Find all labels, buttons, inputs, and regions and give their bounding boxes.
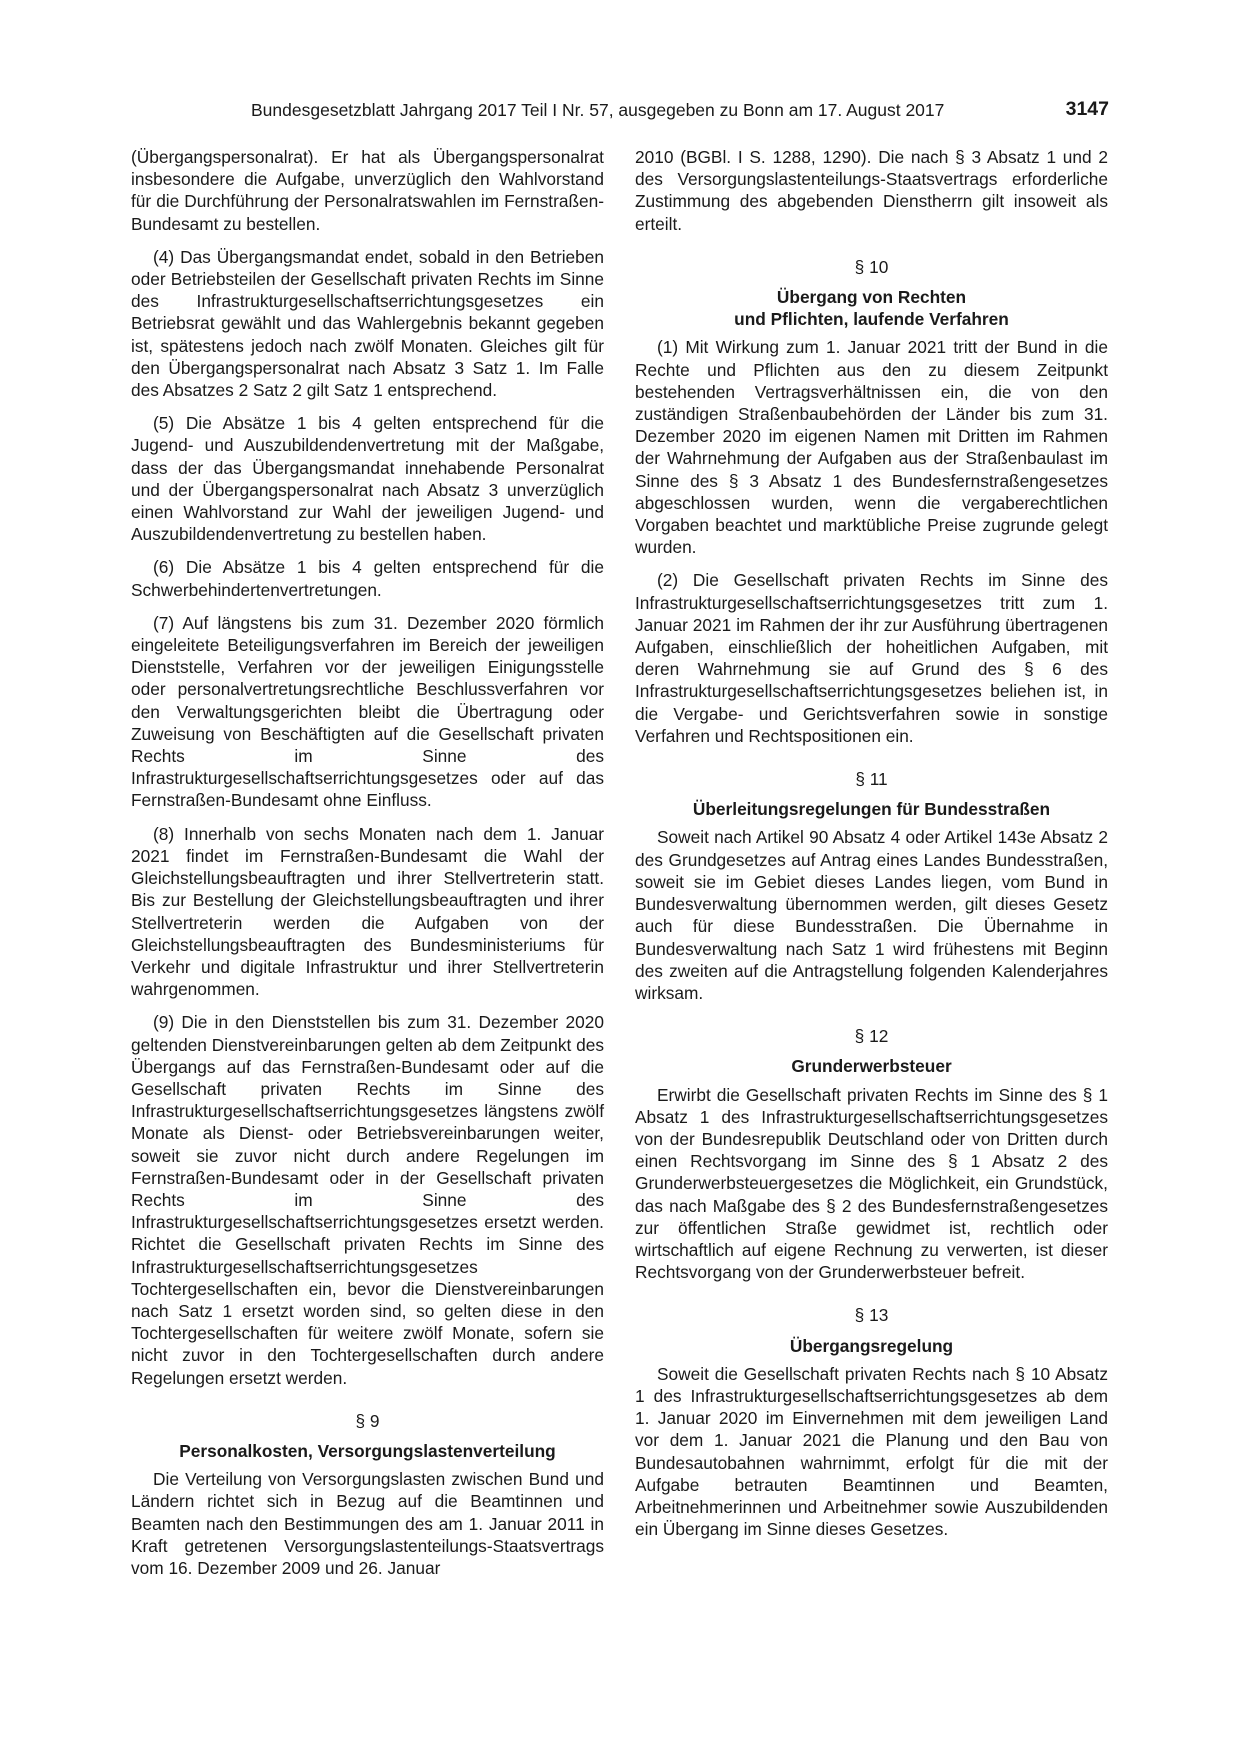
- paragraph-continued-right: 2010 (BGBl. I S. 1288, 1290). Die nach § 3 Absatz 1 und 2 des Versorgungslastenteilungs-Staatsvertrags erforderliche Zustimmung des abgebenden Dienstherrn gilt insoweit als erteilt.: [635, 147, 1108, 234]
- page-number: 3147: [1065, 98, 1109, 120]
- section-10-paragraph-1: (1) Mit Wirkung zum 1. Januar 2021 tritt der Bund in die Rechte und Pflichten aus den zu diesem Zeitpunkt bestehenden Vertragsverhältnissen ein, die von den zuständigen Straßenbaubehörden der Länder bis zum 31. Dezember 2020 im eigenen Namen mit Dritten im Rahmen der Wahrnehmung der Aufgaben aus der Straßenbaulast im Sinne des § 3 Absatz 1 des Bundesfernstraßengesetzes abgeschlossen wurden, wenn die vergaberechtlichen Vorgaben beachtet und marktübliche Preise zugrunde gelegt wurden.: [635, 337, 1108, 558]
- section-12-title: Grunderwerbsteuer: [791, 1056, 952, 1077]
- paragraph-continued: (Übergangspersonalrat). Er hat als Übergangspersonalrat insbesondere die Aufgabe, unverzüglich den Wahlvorstand für die Durchführung der Personalratswahlen im Fernstraßen-Bundesamt zu bestellen.: [131, 147, 604, 234]
- paragraph-8: (8) Innerhalb von sechs Monaten nach dem 1. Januar 2021 findet im Fernstraßen-Bundesamt die Wahl der Gleichstellungsbeauftragten und ihrer Stellvertreterin statt. Bis zur Bestellung der Gleichstellungsbeauftragten und ihrer Stellvertreterin werden die Aufgaben von der Gleichstellungsbeauftragten des Bundesministeriums für Verkehr und digitale Infrastruktur und ihrer Stellvertreterin wahrgenommen.: [131, 823, 604, 1000]
- section-12-number: § 12: [854, 1026, 889, 1047]
- section-11-number: § 11: [855, 769, 888, 790]
- section-10-number: § 10: [854, 256, 889, 277]
- right-column: [635, 146, 1108, 1551]
- section-10-title-line-2: und Pflichten, laufende Verfahren: [734, 309, 1009, 330]
- section-9-title: Personalkosten, Versorgungslastenverteilung: [179, 1440, 556, 1461]
- section-13-paragraph: Soweit die Gesellschaft privaten Rechts nach § 10 Absatz 1 des Infrastrukturgesellschaftserrichtungsgesetzes ab dem 1. Januar 2020 im Einvernehmen mit dem jeweiligen Land vor dem 1. Januar 2021 die Planung und den Bau von Bundesautobahnen wahrnimmt, erfolgt für die mit der Aufgabe betrauten Beamtinnen und Beamten, Arbeitnehmerinnen und Arbeitnehmer sowie Auszubildenden ein Übergang im Sinne dieses Gesetzes.: [635, 1363, 1108, 1540]
- section-9-paragraph: Die Verteilung von Versorgungslasten zwischen Bund und Ländern richtet sich in Bezug auf die Beamtinnen und Beamten nach den Bestimmungen des am 1. Januar 2011 in Kraft getretenen Versorgungslastenteilungs-Staatsvertrags vom 16. Dezember 2009 und 26. Januar: [131, 1469, 604, 1578]
- section-10-title-line-1: Übergang von Rechten: [776, 287, 967, 308]
- section-11-title: Überleitungsregelungen für Bundesstraßen: [692, 799, 1051, 820]
- left-column: [131, 146, 604, 1590]
- section-10-paragraph-2: (2) Die Gesellschaft privaten Rechts im Sinne des Infrastrukturgesellschaftserrichtungsgesetzes tritt zum 1. Januar 2021 im Rahmen der ihr zur Ausführung übertragenen Aufgaben, einschließlich der hoheitlichen Aufgaben, mit deren Wahrnehmung sie auf Grund des § 6 des Infrastrukturgesellschaftserrichtungsgesetzes beliehen ist, in die Vergabe- und Gerichtsverfahren sowie in sonstige Verfahren und Rechtspositionen ein.: [635, 570, 1108, 746]
- section-12-paragraph: Erwirbt die Gesellschaft privaten Rechts im Sinne des § 1 Absatz 1 des Infrastrukturgesellschaftserrichtungsgesetzes von der Bundesrepublik Deutschland oder von Dritten durch einen Rechtsvorgang im Sinne des § 1 Absatz 2 des Grunderwerbsteuergesetzes die Möglichkeit, ein Grundstück, das nach Maßgabe des § 2 des Bundesfernstraßengesetzes zur öffentlichen Straße gewidmet ist, rechtlich oder wirtschaftlich auf eigene Rechnung zu verwerten, ist dieser Rechtsvorgang von der Grunderwerbsteuer befreit.: [635, 1084, 1108, 1283]
- section-13-title: Übergangsregelung: [789, 1335, 954, 1356]
- section-13-number: § 13: [854, 1305, 889, 1326]
- paragraph-5: (5) Die Absätze 1 bis 4 gelten entsprechend für die Jugend- und Auszubildendenvertretung mit der Maßgabe, dass der das Übergangsmandat innehabende Personalrat und der Übergangspersonalrat nach Absatz 3 unverzüglich einen Wahlvorstand zur Wahl der jeweiligen Jugend- und Auszubildendenvertretung zu bestellen haben.: [131, 413, 604, 545]
- page-header: [131, 100, 1109, 128]
- paragraph-9: (9) Die in den Dienststellen bis zum 31. Dezember 2020 geltenden Dienstvereinbarungen gelten ab dem Zeitpunkt des Übergangs auf das Fernstraßen-Bundesamt oder auf die Gesellschaft privaten Rechts im Sinne des Infrastrukturgesellschaftserrichtungsgesetzes längstens zwölf Monate als Dienst- oder Betriebsvereinbarungen weiter, soweit sie zuvor nicht durch andere Regelungen im Fernstraßen-Bundesamt oder in der Gesellschaft privaten Rechts im Sinne des Infrastrukturgesellschaftserrichtungsgesetzes ersetzt werden. Richtet die Gesellschaft privaten Rechts im Sinne des Infrastrukturgesellschaftserrichtungsgesetzes Tochtergesellschaften ein, bevor die Dienstvereinbarungen nach Satz 1 ersetzt worden sind, so gelten diese in den Tochtergesellschaften für weitere zwölf Monate, sofern sie nicht zuvor in den Tochtergesellschaften durch andere Regelungen ersetzt werden.: [131, 1012, 604, 1388]
- paragraph-4: (4) Das Übergangsmandat endet, sobald in den Betrieben oder Betriebsteilen der Gesellschaft privaten Rechts im Sinne des Infrastrukturgesellschaftserrichtungsgesetzes ein Betriebsrat gewählt und das Wahlergebnis bekannt gegeben ist, spätestens jedoch nach zwölf Monaten. Gleiches gilt für den Übergangspersonalrat nach Absatz 3 Satz 1. Im Falle des Absatzes 2 Satz 2 gilt Satz 1 entsprechend.: [131, 246, 604, 401]
- section-9-number: § 9: [355, 1410, 380, 1431]
- section-11-paragraph: Soweit nach Artikel 90 Absatz 4 oder Artikel 143e Absatz 2 des Grundgesetzes auf Antrag eines Landes Bundesstraßen, soweit sie im Gebiet dieses Landes liegen, vom Bund in Bundesverwaltung übernommen werden, gilt dieses Gesetz auch für diese Bundesstraßen. Die Übernahme in Bundesverwaltung nach Satz 1 wird frühestens mit Beginn des zweiten auf die Antragstellung folgenden Kalenderjahres wirksam.: [635, 827, 1108, 1003]
- paragraph-6: (6) Die Absätze 1 bis 4 gelten entsprechend für die Schwerbehindertenvertretungen.: [131, 557, 604, 600]
- paragraph-7: (7) Auf längstens bis zum 31. Dezember 2020 förmlich eingeleitete Beteiligungsverfahren im Bereich der jeweiligen Dienststelle, Verfahren vor der jeweiligen Einigungsstelle oder personalvertretungsrechtliche Beschlussverfahren vor den Verwaltungsgerichten bleibt die Übertragung oder Zuweisung von Beschäftigten auf die Gesellschaft privaten Rechts im Sinne des Infrastrukturgesellschaftserrichtungsgesetzes oder auf das Fernstraßen-Bundesamt ohne Einfluss.: [131, 612, 604, 811]
- running-head: Bundesgesetzblatt Jahrgang 2017 Teil I Nr. 57, ausgegeben zu Bonn am 17. August 2017: [251, 100, 945, 120]
